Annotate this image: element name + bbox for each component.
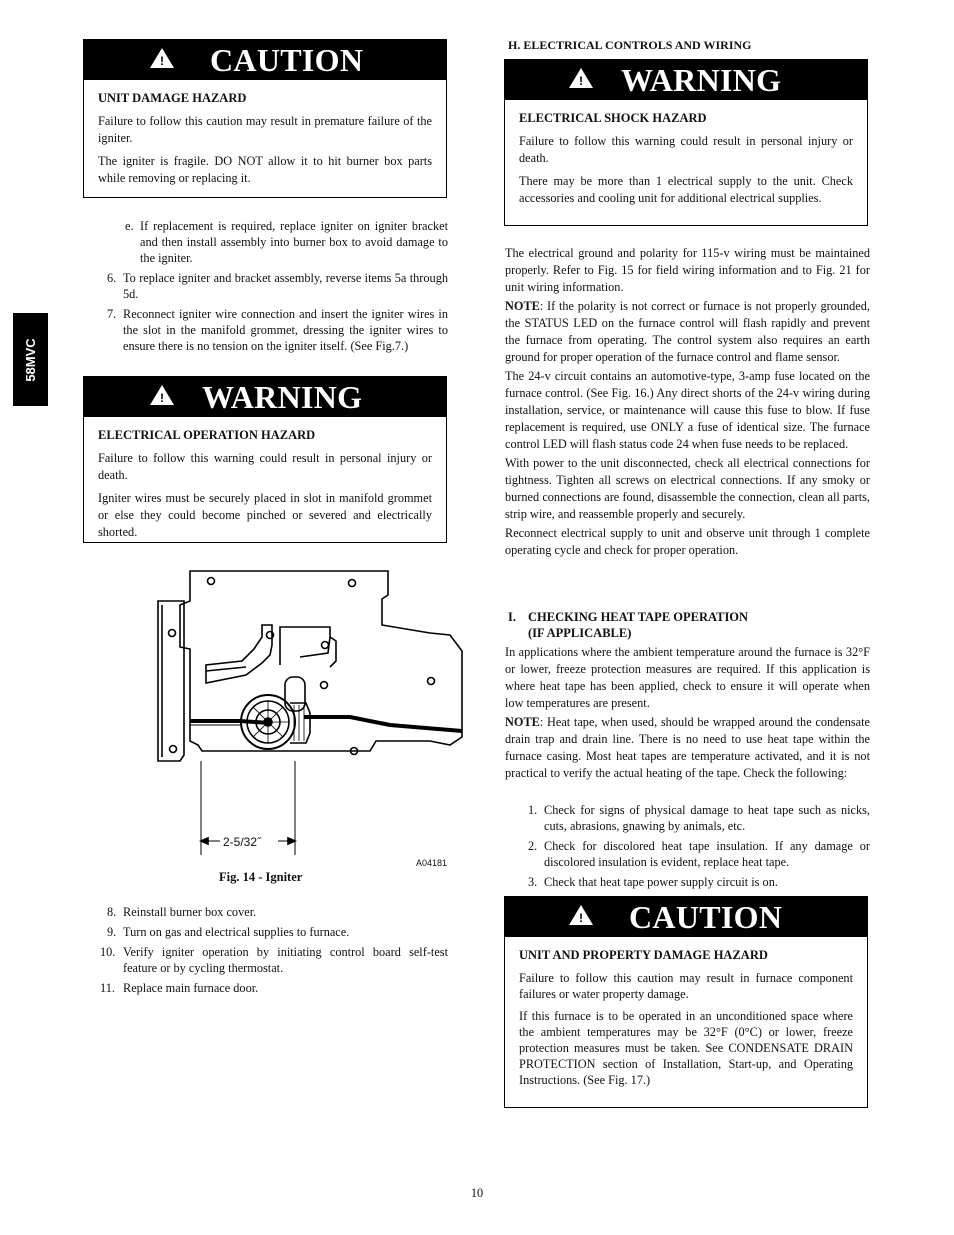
caution-header bbox=[505, 897, 867, 937]
dimension-label: 2-5/32˝ bbox=[223, 835, 262, 849]
check-1-text: Check for signs of physical damage to heat tape such as nicks, cuts, abrasions, gnawing by animals, etc. bbox=[544, 803, 870, 833]
warning-triangle-icon: ! bbox=[150, 48, 174, 68]
caution-body bbox=[505, 937, 867, 1102]
warning-box-electrical-operation bbox=[83, 376, 447, 543]
check-2-text: Check for discolored heat tape insulation. If any damage or discolored insulation is evident, replace heat tape. bbox=[544, 839, 870, 869]
section-i-heading-line2: (IF APPLICABLE) bbox=[528, 626, 632, 640]
warning-text-2: There may be more than 1 electrical supply to the unit. Check accessories and cooling unit for additional electrical supplies. bbox=[519, 174, 853, 206]
caution-text-1: Failure to follow this caution may result in furnace component failures or water property damage. bbox=[519, 971, 853, 1002]
reconnect-paragraph: Reconnect electrical supply to unit and observe unit through 1 complete operating cycle and check for proper operation. bbox=[505, 526, 870, 557]
step-6-number: 6. bbox=[107, 271, 117, 285]
section-i-heading-line1: CHECKING HEAT TAPE OPERATION bbox=[528, 610, 749, 624]
page-number: 10 bbox=[470, 1186, 484, 1200]
section-i-label: I. bbox=[508, 610, 516, 624]
warning-header bbox=[84, 377, 446, 417]
step-9-text: Turn on gas and electrical supplies to furnace. bbox=[123, 925, 350, 939]
warning-box-electrical-shock bbox=[504, 59, 868, 226]
note-label: NOTE bbox=[505, 299, 540, 313]
caution-title: CAUTION bbox=[210, 42, 364, 78]
step-6-text: To replace igniter and bracket assembly, reverse items 5a through 5d. bbox=[123, 271, 448, 301]
check-2-number: 2. bbox=[528, 839, 538, 853]
right-body-text bbox=[505, 245, 870, 561]
warning-triangle-icon: ! bbox=[150, 385, 174, 405]
note-text: : Heat tape, when used, should be wrapped around the condensate drain trap and drain line. There is no need to use heat tape within the furnace casing. Most heat tapes are temperature activated, and it is not practical to verify the actual heating of the tape. Check the following: bbox=[505, 715, 870, 780]
step-e-label: e. bbox=[125, 219, 134, 233]
caution-text-2: If this furnace is to be operated in an unconditioned space where the ambient temperatures may be 32°F (0°C) or lower, freeze protection measures must be taken. See CONDENSATE DRAIN PROTECTION section of Installation, Start-up, and Operating Instructions. (See Fig. 17.) bbox=[519, 1009, 853, 1088]
warning-body bbox=[505, 100, 867, 221]
caution-title: CAUTION bbox=[629, 899, 783, 935]
polarity-paragraph: The electrical ground and polarity for 115-v wiring must be maintained properly. Refer to Fig. 15 for field wiring information and to Fig. 21 for unit wiring information. bbox=[505, 246, 870, 294]
step-10-text: Verify igniter operation by initiating control board self-test feature or by cycling thermostat. bbox=[123, 945, 448, 975]
caution-text-1: Failure to follow this caution may result in premature failure of the igniter. bbox=[98, 114, 432, 146]
check-3-number: 3. bbox=[528, 875, 538, 889]
hazard-title: ELECTRICAL OPERATION HAZARD bbox=[98, 428, 316, 442]
hazard-title: UNIT DAMAGE HAZARD bbox=[98, 91, 247, 105]
figure-caption: Fig. 14 - Igniter bbox=[219, 870, 303, 884]
caution-header bbox=[84, 40, 446, 80]
caution-box-unit-damage bbox=[83, 39, 447, 198]
step-7-text: Reconnect igniter wire connection and insert the igniter wires in the slot in the manifold grommet, dressing the igniter wires to ensure there is no tension on the igniter itself. (See Fig.7.) bbox=[123, 307, 448, 353]
step-8-number: 8. bbox=[107, 905, 117, 919]
step-9-number: 9. bbox=[107, 925, 117, 939]
side-tab-label: 58MVC bbox=[22, 337, 38, 382]
igniter-figure bbox=[150, 565, 470, 855]
step-11-number: 11. bbox=[100, 981, 115, 995]
step-7-number: 7. bbox=[107, 307, 117, 321]
step-e-text: If replacement is required, replace igniter on igniter bracket and then install assembly into burner box to avoid damage to the igniter. bbox=[140, 219, 448, 265]
check-3-text: Check that heat tape power supply circuit is on. bbox=[544, 875, 778, 889]
hazard-title: ELECTRICAL SHOCK HAZARD bbox=[519, 111, 707, 125]
heat-tape-paragraph: In applications where the ambient temperature around the furnace is 32°F or lower, freeze protection measures are required. If this application is where heat tape has been applied, check to ensure it will operate when low temperatures are present. bbox=[505, 645, 870, 710]
warning-triangle-icon: ! bbox=[569, 68, 593, 88]
step-10-number: 10. bbox=[100, 945, 116, 959]
hazard-title: UNIT AND PROPERTY DAMAGE HAZARD bbox=[519, 948, 768, 962]
caution-text-2: The igniter is fragile. DO NOT allow it to hit burner box parts while removing or replacing it. bbox=[98, 154, 432, 186]
warning-body bbox=[84, 417, 446, 555]
warning-title: WARNING bbox=[621, 62, 782, 98]
side-tab bbox=[13, 313, 48, 406]
caution-box-unit-property-damage bbox=[504, 896, 868, 1108]
warning-header bbox=[505, 60, 867, 100]
connections-paragraph: With power to the unit disconnected, check all electrical connections for tightness. Tighten all screws on electrical connections. If any smoky or burned connections are found, disassemble the connection, clean all parts, strip wire, and reassemble properly and securely. bbox=[505, 456, 870, 521]
warning-triangle-icon: ! bbox=[569, 905, 593, 925]
warning-title: WARNING bbox=[202, 379, 363, 415]
warning-text-1: Failure to follow this warning could result in personal injury or death. bbox=[98, 451, 432, 483]
note-text: : If the polarity is not correct or furnace is not properly grounded, the STATUS LED on the furnace control will flash rapidly and prevent the furnace from operating. The control system also requires an earth ground for proper operation of the furnace control and flame sensor. bbox=[505, 299, 870, 364]
section-h-heading: H. ELECTRICAL CONTROLS AND WIRING bbox=[508, 38, 752, 52]
figure-code: A04181 bbox=[416, 858, 448, 868]
note-polarity bbox=[505, 298, 870, 366]
caution-body bbox=[84, 80, 446, 201]
note-heat-tape bbox=[505, 714, 870, 782]
note-label: NOTE bbox=[505, 715, 540, 729]
warning-text-1: Failure to follow this warning could result in personal injury or death. bbox=[519, 134, 853, 166]
step-11-text: Replace main furnace door. bbox=[123, 981, 259, 995]
heat-tape-text bbox=[505, 644, 870, 784]
fuse-paragraph: The 24-v circuit contains an automotive-type, 3-amp fuse located on the furnace control. (See Fig. 16.) Any direct shorts of the 24-v wiring during installation, service, or maintenance will cause this fuse to blow. If fuse replacement is required, use ONLY a fuse of identical size. The furnace control LED will flash status code 24 when fuse needs to be replaced. bbox=[505, 369, 870, 451]
check-1-number: 1. bbox=[528, 803, 538, 817]
warning-text-2: Igniter wires must be securely placed in slot in manifold grommet or else they could become pinched or severed and electrically shorted. bbox=[98, 491, 432, 540]
step-8-text: Reinstall burner box cover. bbox=[123, 905, 257, 919]
